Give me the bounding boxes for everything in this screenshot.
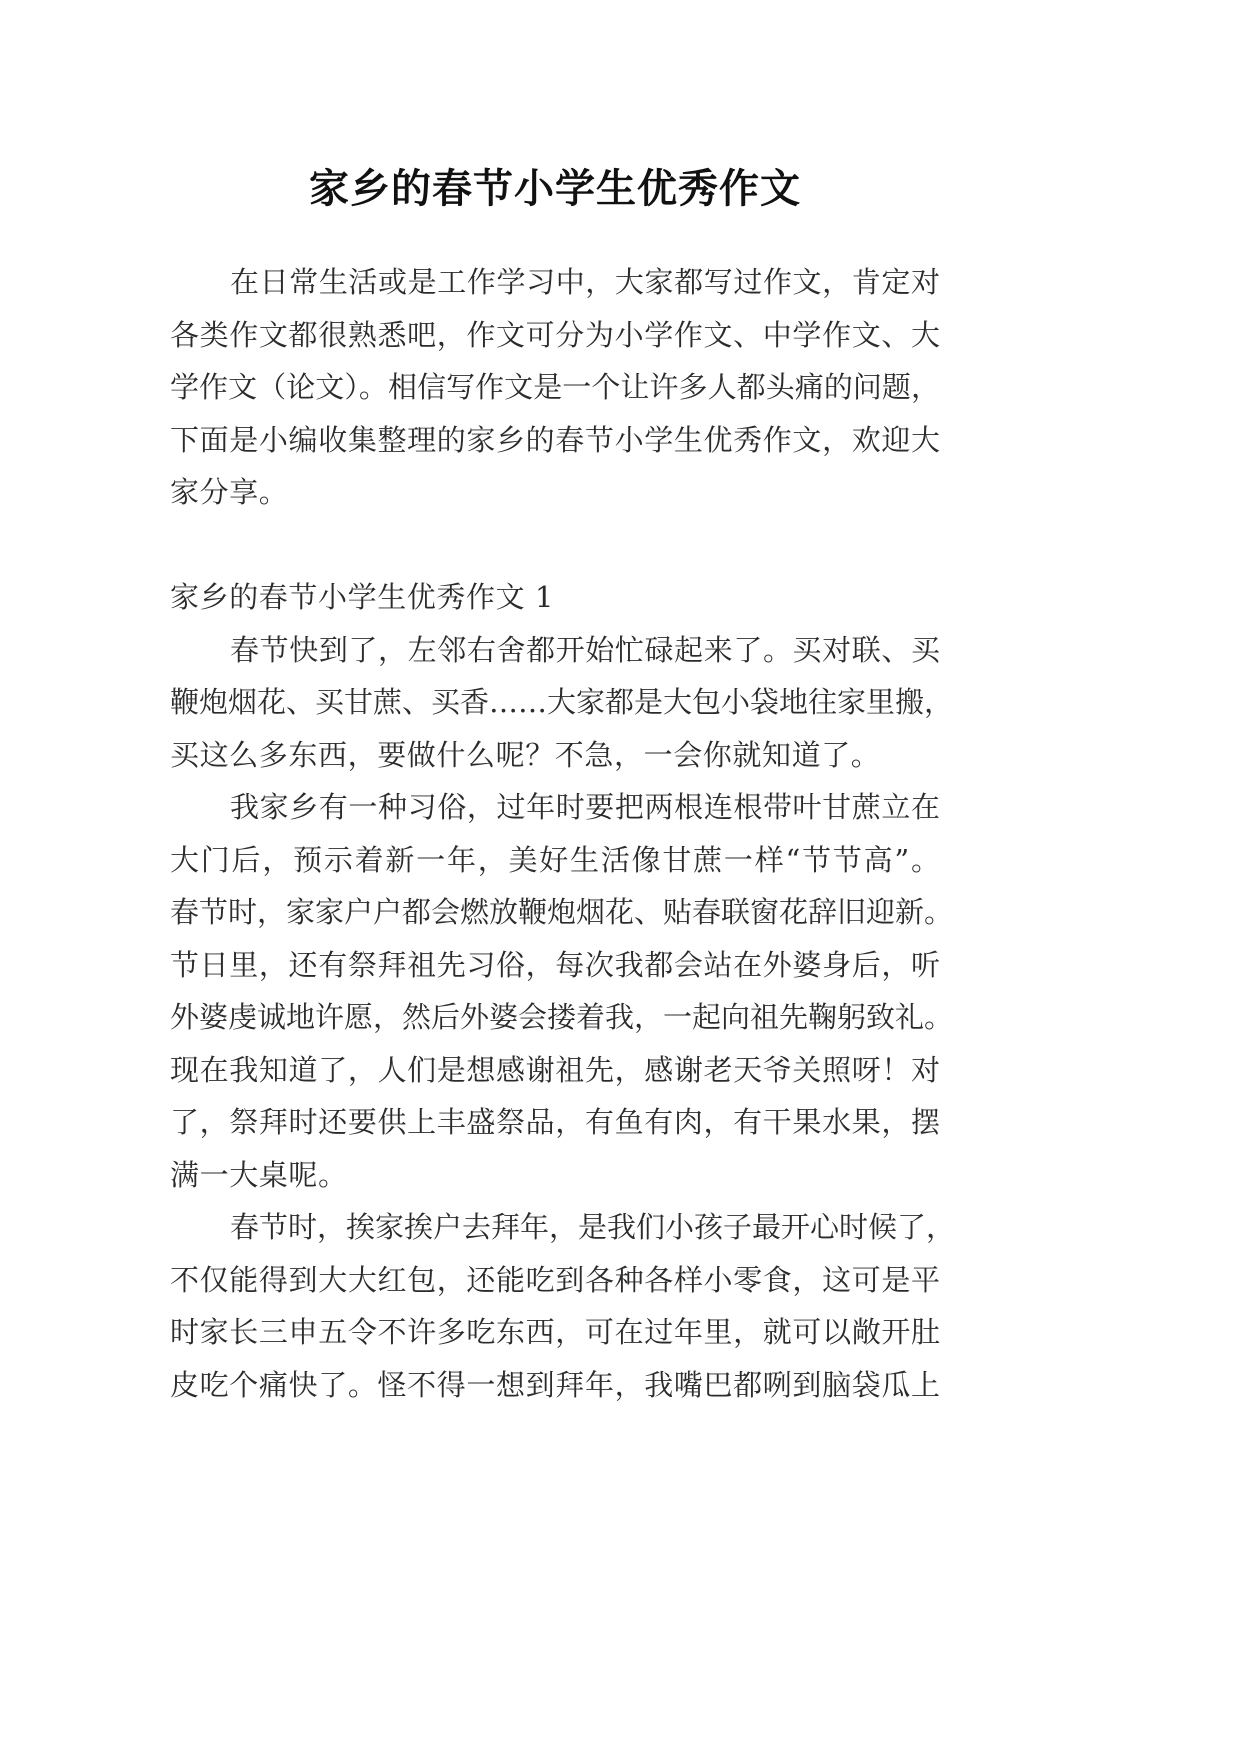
paragraph-line: 节日里，还有祭拜祖先习俗，每次我都会站在外婆身后，听 <box>170 947 940 982</box>
paragraph-line: 春节时，挨家挨户去拜年，是我们小孩子最开心时候了， <box>230 1210 956 1244</box>
paragraph-line: 了，祭拜时还要供上丰盛祭品，有鱼有肉，有干果水果，摆 <box>170 1105 940 1139</box>
essay-paragraph <box>170 1201 956 1411</box>
intro-paragraph <box>170 256 940 519</box>
paragraph-line: 各类作文都很熟悉吧，作文可分为小学作文、中学作文、大 <box>170 317 940 352</box>
paragraph-line: 学作文（论文）。相信写作文是一个让许多人都头痛的问题， <box>170 370 940 404</box>
document-body <box>170 256 956 1411</box>
blank-line <box>170 519 940 572</box>
paragraph-line: 春节快到了，左邻右舍都开始忙碌起来了。买对联、买 <box>230 632 940 667</box>
paragraph-line: 不仅能得到大大红包，还能吃到各种各样小零食，这可是平 <box>170 1262 940 1297</box>
paragraph-line: 鞭炮烟花、买甘蔗、买香……大家都是大包小袋地往家里搬， <box>170 685 954 719</box>
paragraph-line: 时家长三申五令不许多吃东西，可在过年里，就可以敞开肚 <box>170 1315 940 1349</box>
paragraph-line: 大门后，预示着新一年，美好生活像甘蔗一样“节节高”。 <box>170 842 940 877</box>
essay-paragraph <box>170 624 954 782</box>
paragraph-line: 外婆虔诚地许愿，然后外婆会搂着我，一起向祖先鞠躬致礼。 <box>170 1000 954 1034</box>
paragraph-line: 买这么多东西，要做什么呢？不急，一会你就知道了。 <box>170 737 881 772</box>
essay-heading: 家乡的春节小学生优秀作文 1 <box>170 580 555 614</box>
paragraph-line: 下面是小编收集整理的家乡的春节小学生优秀作文，欢迎大 <box>170 422 940 457</box>
paragraph-line: 皮吃个痛快了。怪不得一想到拜年，我嘴巴都咧到脑袋瓜上 <box>170 1367 940 1402</box>
paragraph-line: 我家乡有一种习俗，过年时要把两根连根带叶甘蔗立在 <box>230 790 940 824</box>
paragraph-line: 家分享。 <box>170 475 289 509</box>
paragraph-line: 春节时，家家户户都会燃放鞭炮烟花、贴春联窗花辞旧迎新。 <box>170 895 954 929</box>
paragraph-line: 满一大桌呢。 <box>170 1157 348 1192</box>
paragraph-line: 在日常生活或是工作学习中，大家都写过作文，肯定对 <box>230 265 940 299</box>
paragraph-line: 现在我知道了，人们是想感谢祖先，感谢老天爷关照呀！对 <box>170 1052 940 1087</box>
essay-paragraph <box>170 781 954 1201</box>
document-title: 家乡的春节小学生优秀作文 <box>309 164 801 212</box>
